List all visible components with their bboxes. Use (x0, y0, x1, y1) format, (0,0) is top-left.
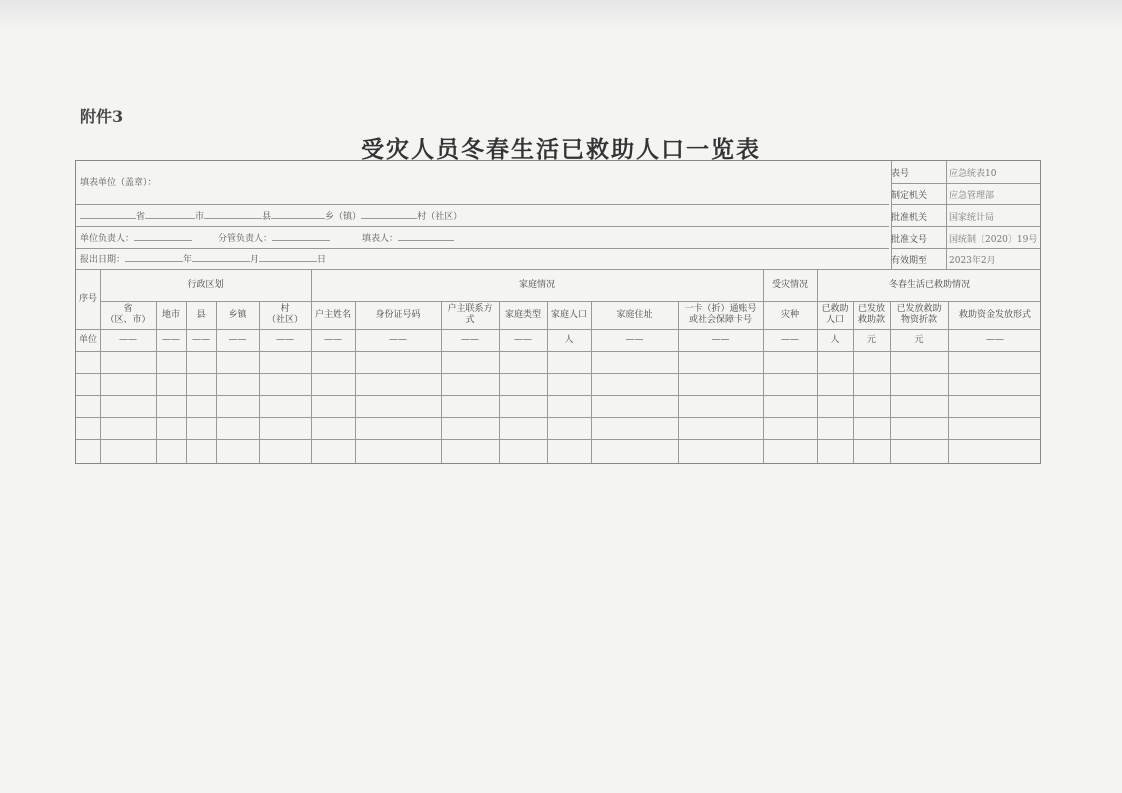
county-label: 县 (262, 212, 272, 222)
village-label: 村（社区） (417, 212, 463, 222)
meta-label-form-no: 表号 (891, 169, 910, 179)
unit-cell-card-number: —— (711, 334, 730, 345)
attachment-label: 附件3 (80, 107, 124, 126)
province-label: 省 (136, 212, 146, 222)
scan-shadow-band (0, 0, 1122, 30)
unit-cell-province: —— (119, 334, 137, 345)
unit-cell-address: —— (625, 334, 644, 345)
persons-line (80, 231, 454, 245)
column-header-phone: 户主联系方 式 (447, 304, 493, 325)
group-header-relief: 冬春生活已救助情况 (888, 279, 970, 290)
seq-header: 序号 (78, 293, 97, 304)
column-header-id-number: 身份证号码 (375, 309, 421, 320)
column-header-address: 家庭住址 (616, 309, 653, 320)
column-header-card-number: 一卡（折）通账号 或社会保障卡号 (684, 304, 757, 325)
column-header-city: 地市 (161, 309, 180, 320)
page-title: 受灾人员冬春生活已救助人口一览表 (361, 136, 761, 163)
meta-value-form-no: 应急统表10 (949, 169, 997, 179)
fill-unit-label: 填表单位（盖章）： (80, 178, 157, 188)
meta-value-authority: 应急管理部 (949, 191, 995, 201)
unit-cell-payment-form: —— (986, 334, 1004, 345)
month-label: 月 (250, 255, 260, 265)
meta-label-approver: 批准机关 (891, 213, 928, 223)
unit-cell-householder-name: —— (324, 334, 342, 345)
unit-cell-aid-goods-value: 元 (914, 334, 924, 345)
meta-value-approver: 国家统计局 (949, 213, 995, 223)
unit-cell-aided-population: 人 (830, 334, 840, 345)
meta-label-approval-no: 批准文号 (891, 235, 928, 245)
township-label: 乡（镇） (325, 212, 362, 222)
unit-cell-disaster-type: —— (781, 334, 799, 345)
year-label: 年 (183, 255, 193, 265)
column-header-township: 乡镇 (228, 309, 247, 320)
group-header-disaster: 受灾情况 (771, 279, 808, 290)
meta-label-valid-until: 有效期至 (891, 256, 928, 266)
unit-head-label: 单位负责人： (80, 234, 135, 244)
unit-cell-city: —— (162, 334, 180, 345)
unit-cell-id-number: —— (389, 334, 407, 345)
column-header-disaster-type: 灾种 (780, 309, 799, 320)
column-header-family-type: 家庭类型 (504, 309, 541, 320)
filler-label: 填表人： (362, 234, 399, 244)
unit-cell-township: —— (228, 334, 247, 345)
column-header-householder-name: 户主姓名 (314, 309, 351, 320)
column-header-village: 村 （社区） (266, 304, 303, 325)
group-header-family: 家庭情况 (518, 279, 555, 290)
unit-cell-phone: —— (461, 334, 479, 345)
day-label: 日 (317, 255, 327, 265)
report-date-label: 报出日期： (80, 255, 126, 265)
city-label: 市 (195, 212, 205, 222)
report-date-line (80, 252, 326, 266)
column-header-county: 县 (196, 309, 206, 320)
unit-cell-county: —— (192, 334, 210, 345)
column-header-payment-form: 救助资金发放形式 (958, 309, 1031, 320)
unit-cell-family-type: —— (514, 334, 532, 345)
group-header-admin: 行政区划 (187, 279, 224, 290)
column-header-family-size: 家庭人口 (550, 309, 587, 320)
column-header-aid-goods-value: 已发放救助 物资折款 (896, 304, 942, 325)
unit-cell-family-size: 人 (564, 334, 574, 345)
meta-value-approval-no: 国统制〔2020〕19号 (949, 235, 1038, 245)
unit-cell-village: —— (276, 334, 294, 345)
meta-value-valid-until: 2023年2月 (949, 256, 996, 266)
form-table (75, 160, 1041, 464)
column-header-province: 省 （区、市） (105, 304, 151, 325)
meta-label-authority: 制定机关 (891, 191, 928, 201)
column-header-aided-population: 已救助 人口 (821, 304, 849, 325)
address-line (80, 209, 462, 223)
unit-cell-aid-money: 元 (866, 334, 876, 345)
column-header-aid-money: 已发放 救助款 (857, 304, 885, 325)
supervisor-label: 分管负责人： (218, 234, 273, 244)
unit-row-label: 单位 (78, 334, 97, 345)
